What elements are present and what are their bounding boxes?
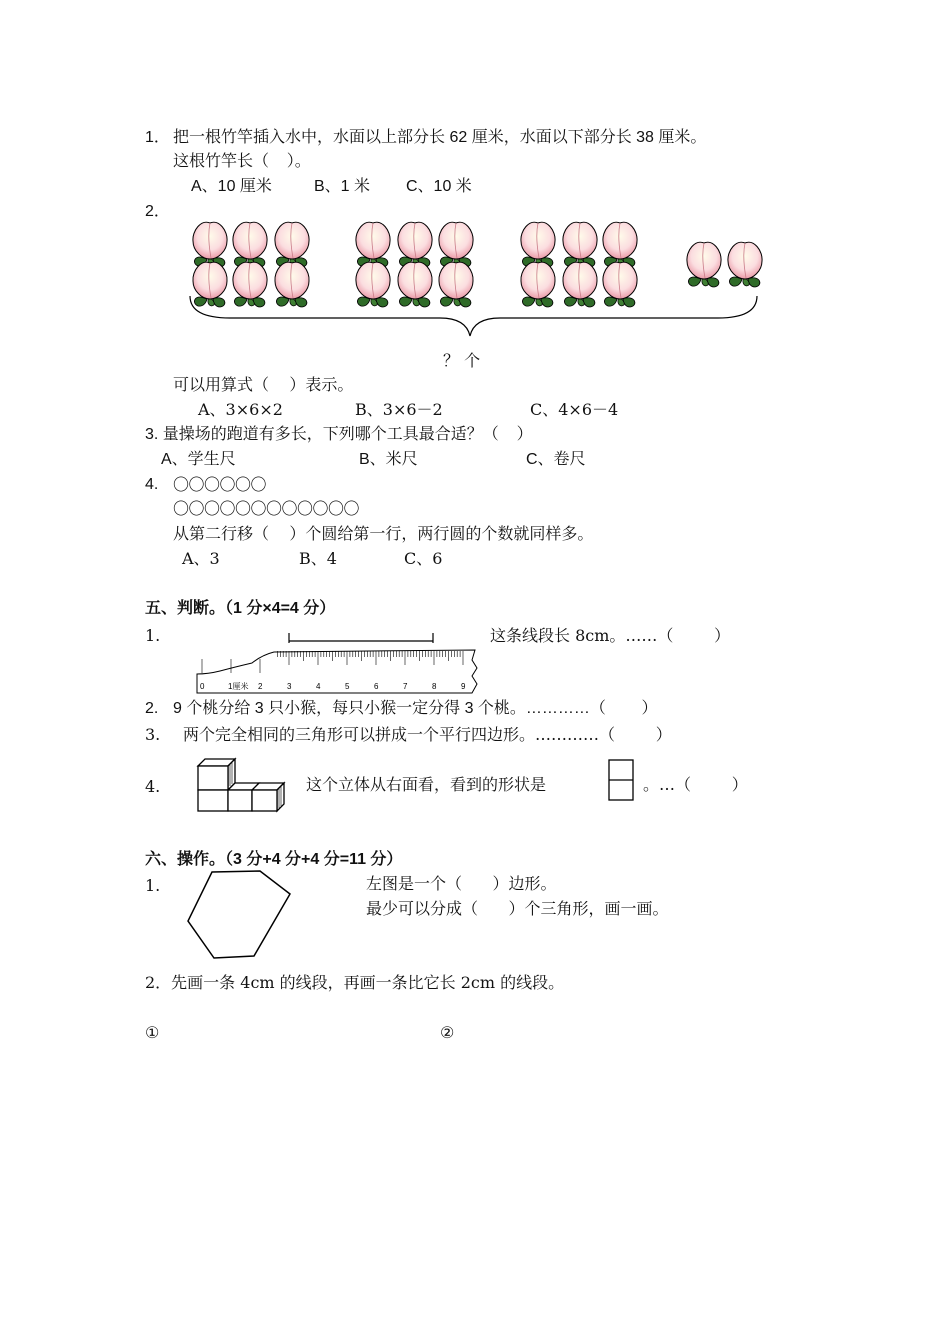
q1-stem-line2: 这根竹竿长（ ）。	[173, 153, 311, 170]
side-view-shape	[608, 759, 638, 803]
peach-icon	[233, 222, 267, 267]
answer-mark-1: ①	[145, 1023, 160, 1042]
q4-option-b: B、4	[299, 549, 337, 568]
peach-icon	[356, 222, 390, 267]
judge-4-tail: 。…（ ）	[643, 775, 748, 794]
cube-solid-figure	[194, 756, 294, 816]
brace-label: ？ 个	[443, 351, 481, 370]
op-1-line2: 最少可以分成（ ）个三角形，画一画。	[366, 899, 669, 918]
q1-option-c: C、10 米	[406, 178, 472, 195]
judge-4-number: 4.	[145, 777, 161, 796]
op-2-text: 2．先画一条 4cm 的线段，再画一条比它长 2cm 的线段。	[145, 973, 565, 992]
peach-icon	[275, 222, 309, 267]
peach-icon	[687, 242, 721, 287]
section6-title: 六、操作。（3 分+4 分+4 分=11 分）	[145, 851, 403, 868]
judge-1-number: 1.	[145, 626, 161, 645]
q2-stem: 可以用算式（ ）表示。	[173, 375, 354, 394]
ruler-number: 5	[345, 682, 350, 691]
peach-icon	[439, 222, 473, 267]
q3-stem: 3. 量操场的跑道有多长，下列哪个工具最合适？（ ）	[145, 426, 533, 443]
curly-brace	[0, 296, 950, 336]
section5-title: 五、判断。（1 分×4=4 分）	[145, 600, 336, 617]
peach-icon	[563, 222, 597, 267]
q3-option-b: B、米尺	[359, 451, 418, 468]
judge-1-text: 这条线段长 8cm。……（ ）	[490, 626, 731, 645]
q4-option-c: C、6	[404, 549, 443, 568]
q4-option-a: A、3	[182, 549, 220, 568]
q3-option-a: A、学生尺	[161, 451, 236, 468]
op-1-number: 1.	[145, 876, 161, 895]
judge-3-number: 3.	[145, 725, 161, 744]
ruler-number: 8	[432, 682, 437, 691]
judge-2-number: 2.	[145, 700, 159, 717]
peach-icon	[193, 222, 227, 267]
q2-option-b: B、3×6－2	[355, 400, 443, 419]
q4-number: 4.	[145, 476, 159, 493]
q3-option-c: C、卷尺	[526, 451, 586, 468]
peach-icon	[603, 222, 637, 267]
ruler-number: 0	[200, 682, 205, 691]
q2-option-a: A、3×6×2	[198, 400, 283, 419]
ruler-number: 7	[403, 682, 408, 691]
judge-4-text: 这个立体从右面看，看到的形状是	[306, 775, 547, 794]
ruler-figure	[190, 625, 490, 705]
q2-option-c: C、4×6－4	[530, 400, 619, 419]
ruler-number: 2	[258, 682, 263, 691]
q1-option-a: A、10 厘米	[191, 178, 272, 195]
ruler-number: 6	[374, 682, 379, 691]
q1-number: 1．	[145, 129, 170, 146]
op-1-line1: 左图是一个（ ）边形。	[366, 874, 557, 893]
peach-icon	[728, 242, 762, 287]
answer-mark-2: ②	[440, 1023, 455, 1042]
judge-3-text: 两个完全相同的三角形可以拼成一个平行四边形。…………（ ）	[183, 725, 672, 744]
q2-number: 2．	[145, 203, 170, 220]
ruler-number: 1厘米	[228, 682, 249, 691]
hexagon-figure	[184, 866, 304, 966]
ruler-number: 9	[461, 682, 466, 691]
q4-circle-row2: 〇〇〇〇〇〇〇〇〇〇〇〇	[173, 499, 360, 518]
peach-icon	[521, 222, 555, 267]
q4-stem: 从第二行移（ ）个圆给第一行，两行圆的个数就同样多。	[173, 524, 594, 543]
q4-circle-row1: 〇〇〇〇〇〇	[173, 475, 267, 494]
q1-stem-line1: 把一根竹竿插入水中，水面以上部分长 62 厘米，水面以下部分长 38 厘米。	[173, 129, 707, 146]
ruler-number: 3	[287, 682, 292, 691]
judge-2-text: 9 个桃分给 3 只小猴，每只小猴一定分得 3 个桃。…………（ ）	[173, 700, 658, 717]
peach-icon	[398, 222, 432, 267]
ruler-number: 4	[316, 682, 321, 691]
q1-option-b: B、1 米	[314, 178, 371, 195]
